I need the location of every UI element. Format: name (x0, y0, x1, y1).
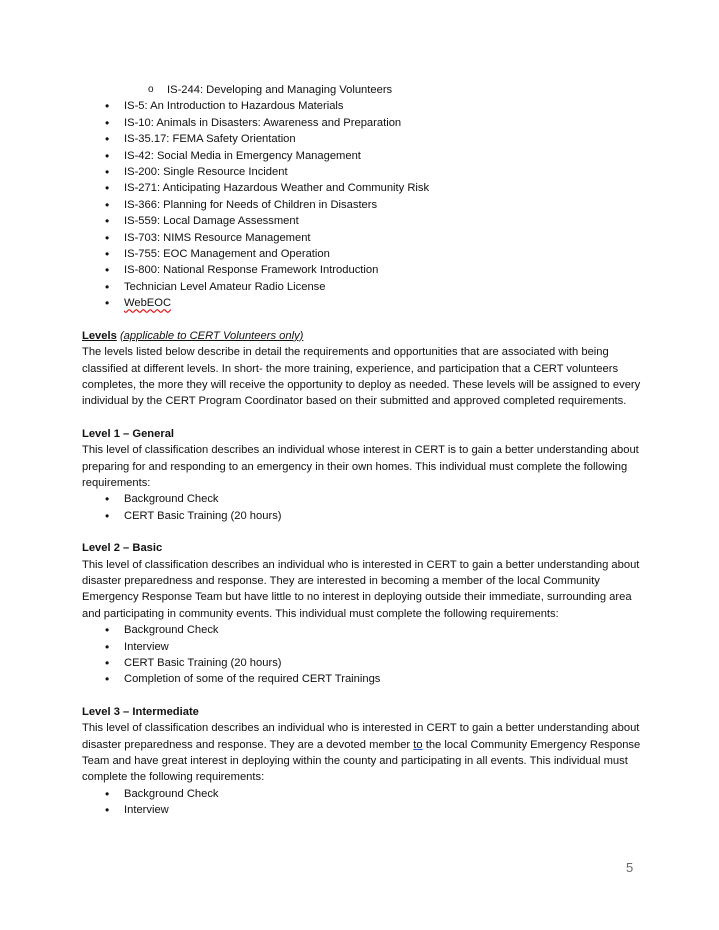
list-item: • CERT Basic Training (20 hours) (82, 508, 642, 524)
level3-body: This level of classification describes an individual who is interested in CERT to gain a better understanding about disaster preparedness and response. They are a devoted member to the local Community Emergency Response Team and have great interest in deploying within the county and participating in all events. This individual must complete the following requirements: (82, 722, 641, 784)
page-number: 5 (626, 860, 634, 875)
list-item: • IS-271: Anticipating Hazardous Weather and Community Risk (82, 180, 642, 196)
list-item: • Background Check (82, 786, 642, 802)
levels-title: Levels (82, 329, 117, 342)
list-item: • Interview (82, 802, 642, 818)
level2-title: Level 2 – Basic (82, 542, 163, 555)
list-item (82, 295, 642, 311)
list-item: • Interview (82, 639, 642, 655)
list-item: • IS-10: Animals in Disasters: Awareness and Preparation (82, 115, 642, 131)
list-item: • Completion of some of the required CERT Trainings (82, 671, 642, 687)
list-item: • CERT Basic Training (20 hours) (82, 655, 642, 671)
list-item: • IS-703: NIMS Resource Management (82, 230, 642, 246)
level1-requirements (82, 491, 642, 524)
list-item: o IS-244: Developing and Managing Volunteers (82, 82, 642, 98)
list-item: • Technician Level Amateur Radio License (82, 279, 642, 295)
level2-body: This level of classification describes an individual who is interested in CERT to gain a better understanding about disaster preparedness and response. They are interested in becoming a member of the local Community Emergency Response Team but have little to no interest in deploying outside their immediate, surrounding area and participating in community events. This individual must complete the following requirements: (82, 558, 640, 620)
spellcheck-word: WebEOC (124, 297, 172, 310)
list-item: • IS-366: Planning for Needs of Children in Disasters (82, 197, 642, 213)
levels-title-note: (applicable to CERT Volunteers only) (119, 329, 304, 342)
list-item: • IS-35.17: FEMA Safety Orientation (82, 131, 642, 147)
list-item: • IS-800: National Response Framework Introduction (82, 262, 642, 278)
list-item: • IS-200: Single Resource Incident (82, 164, 642, 180)
levels-body: The levels listed below describe in detail the requirements and opportunities that are associated with being classified at different levels. In short- the more training, experience, and participation that a CERT volunteers completes, the more they will receive the opportunity to deploy as needed. These levels will be assigned to every individual by the CERT Program Coordinator based on their submitted and approved completed requirements. (82, 346, 641, 408)
level3-title: Level 3 – Intermediate (82, 705, 199, 718)
list-item: • IS-559: Local Damage Assessment (82, 213, 642, 229)
level1-body: This level of classification describes an individual whose interest in CERT is to gain a better understanding about preparing for and responding to an emergency in their own homes. This individual must complete the following requirements: (82, 444, 639, 489)
sub-bullet-list (82, 82, 642, 98)
level2-requirements (82, 622, 642, 688)
level1-title: Level 1 – General (82, 427, 175, 440)
levels-heading (82, 328, 642, 344)
list-item: • IS-5: An Introduction to Hazardous Materials (82, 98, 642, 114)
page-content (82, 82, 642, 819)
level3-requirements (82, 786, 642, 819)
list-item: • IS-755: EOC Management and Operation (82, 246, 642, 262)
list-item: • Background Check (82, 622, 642, 638)
course-list (82, 98, 642, 311)
list-item: • IS-42: Social Media in Emergency Management (82, 148, 642, 164)
list-item: • Background Check (82, 491, 642, 507)
grammar-flag-word: to (413, 738, 423, 751)
